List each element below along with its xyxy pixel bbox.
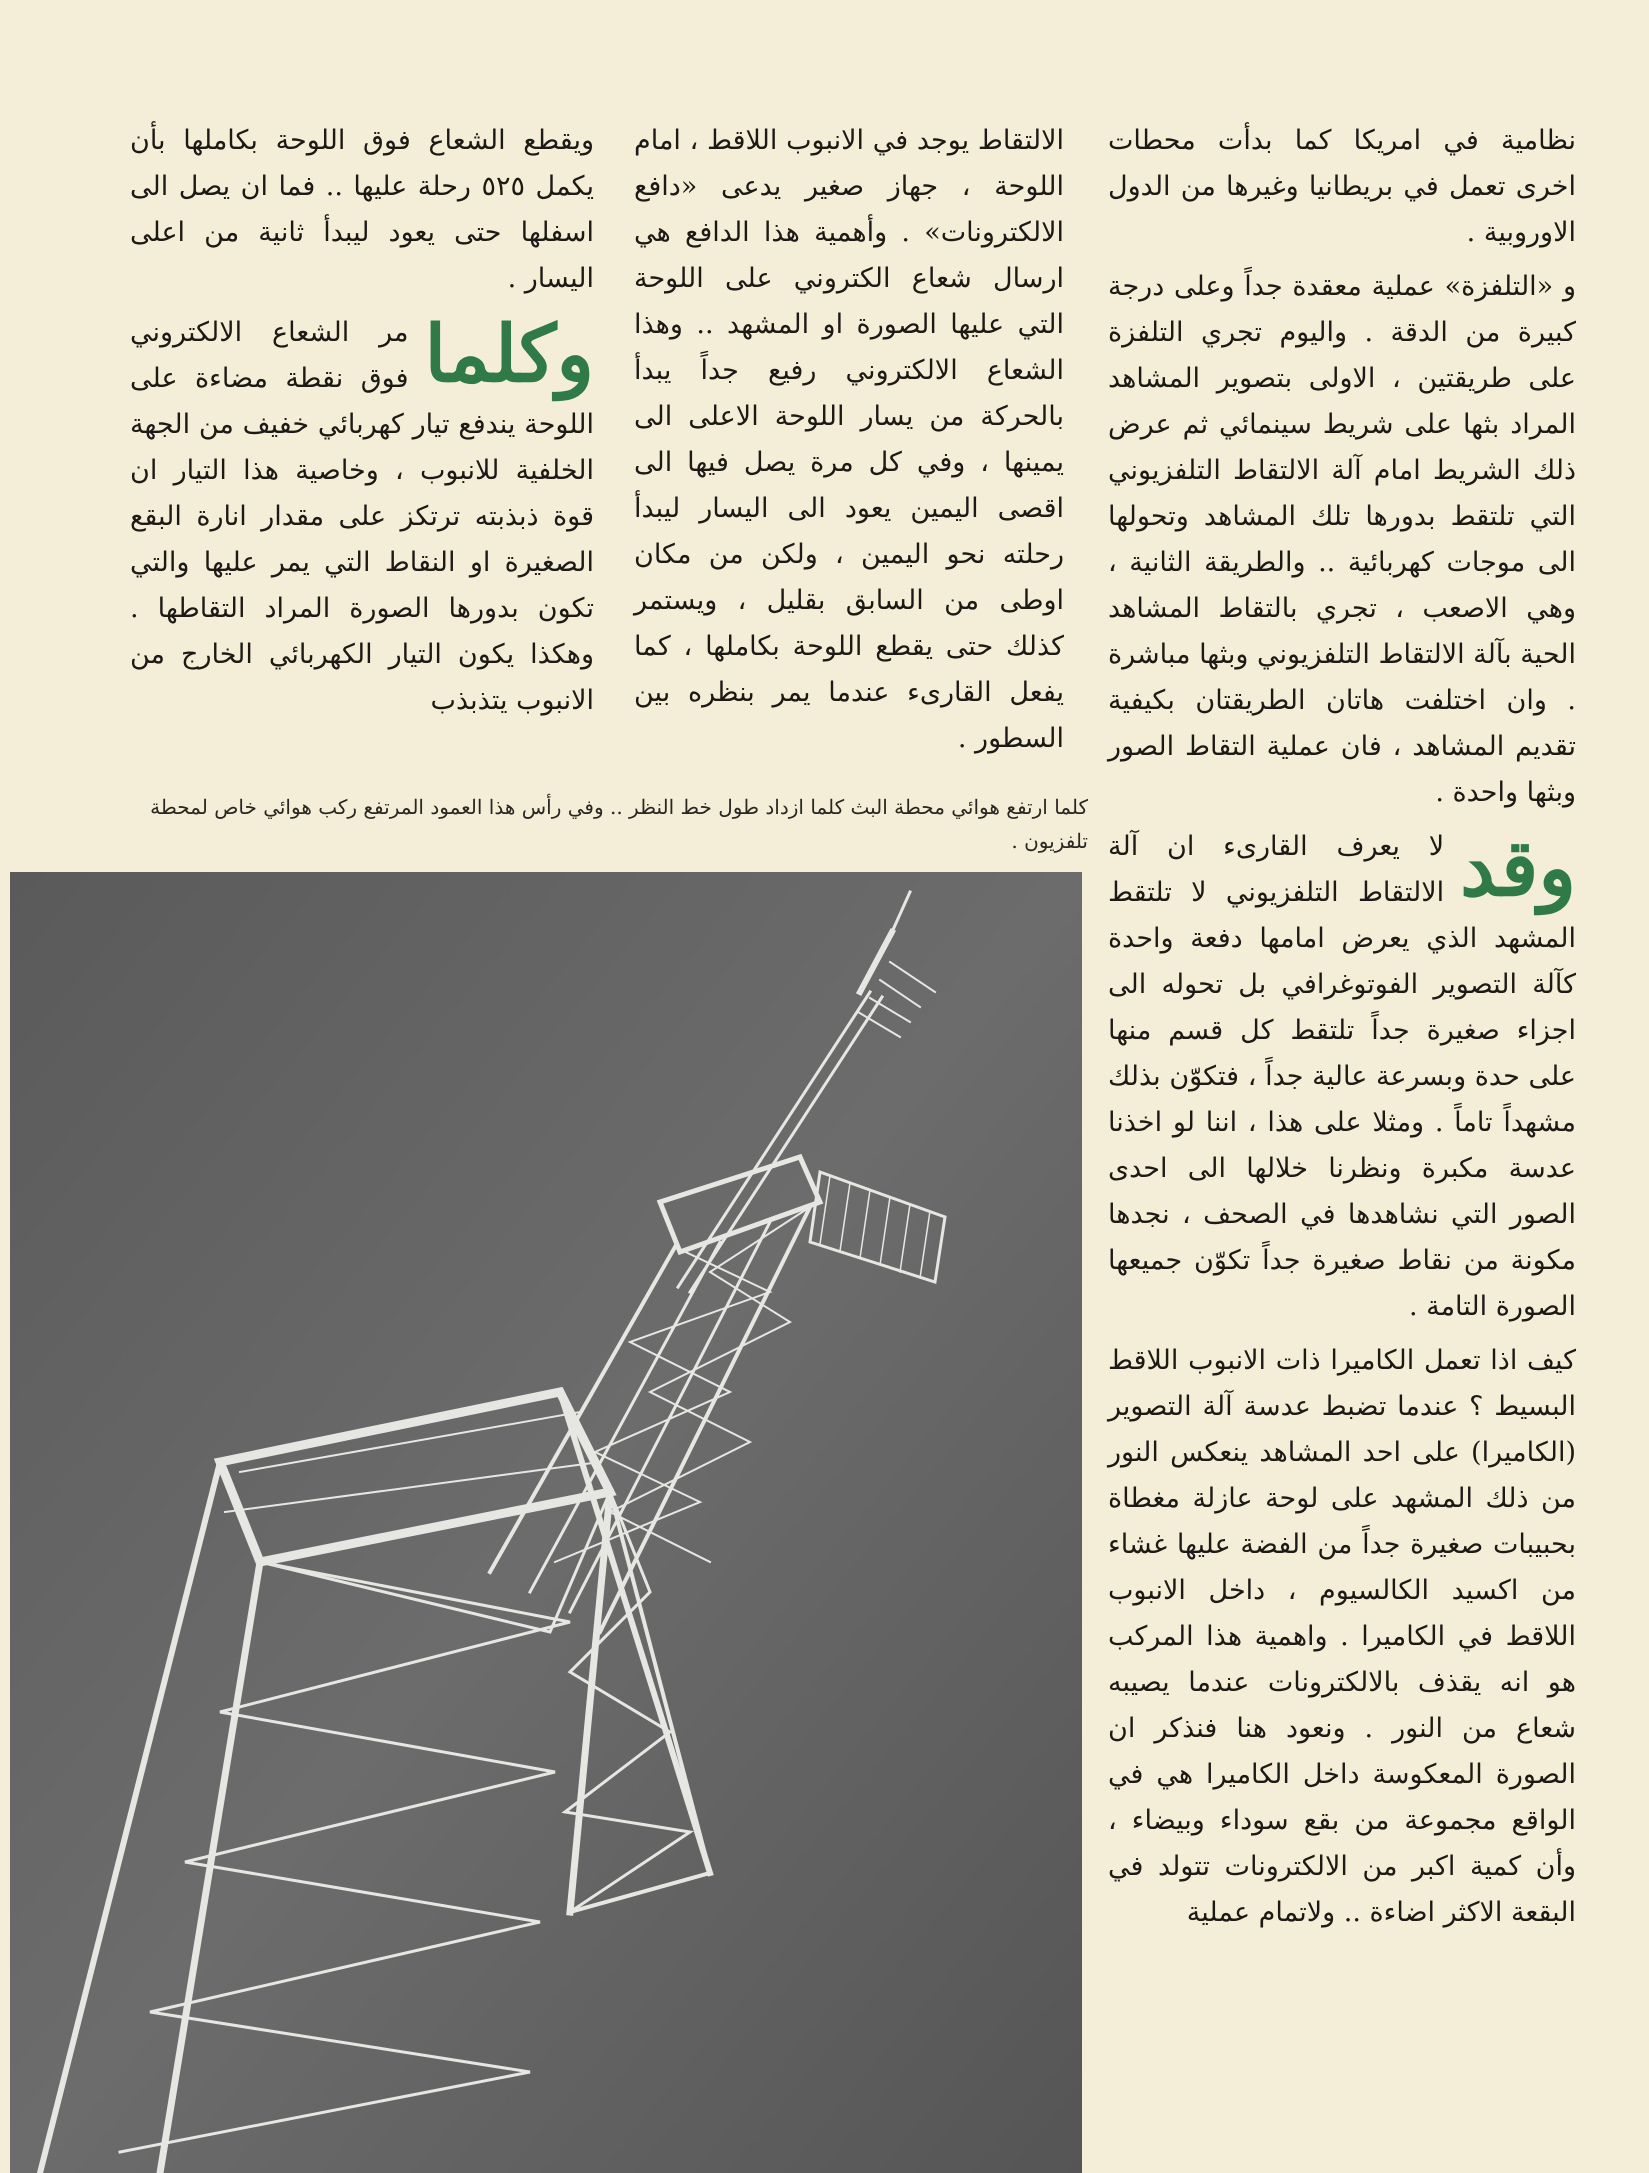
paragraph-text: مر الشعاع الالكتروني فوق نقطة مضاءة على اللوحة يندفع تيار كهربائي خفيف من الجهة الخلفية للانبوب ، وخاصية هذا التيار ان قوة ذبذبته ترتكز على مقدار انارة البقع الصغيرة او النقاط التي يمر عليها والتي تكون بدورها الصورة المراد التقاطها . وهكذا يكون التيار الكهربائي الخارج من الانبوب يتذبذب [130,317,594,716]
paragraph: الالتقاط يوجد في الانبوب اللاقط ، امام اللوحة ، جهاز صغير يدعى «دافع الالكترونات» . وأهمية هذا الدافع هي ارسال شعاع الكتروني على اللوحة التي عليها الصورة او المشهد .. وهذا الشعاع الالكتروني رفيع جداً يبدأ بالحركة من يسار اللوحة الاعلى الى يمينها ، وفي كل مرة يصل فيها الى اقصى اليمين يعود الى اليسار ليبدأ رحلته نحو اليمين ، ولكن من مكان اوطى من السابق بقليل ، ويستمر كذلك حتى يقطع اللوحة بكاملها ، كما يفعل القارىء عندما يمر بنظره بين السطور . [634,125,1064,754]
paragraph-with-dropcap [130,310,594,724]
paragraph-text: لا يعرف القارىء ان آلة الالتقاط التلفزيوني لا تلتقط المشهد الذي يعرض امامها دفعة واحدة كآلة التصوير الفوتوغرافي بل تحوله الى اجزاء صغيرة جداً تلتقط كل قسم منها على حدة وبسرعة عالية جداً ، فتكوّن بذلك مشهداً تاماً . ومثلا على هذا ، اننا لو اخذنا عدسة مكبرة ونظرنا خلالها الى احدى الصور التي نشاهدها في الصحف ، نجدها مكونة من نقاط صغيرة جداً تكوّن جميعها الصورة التامة . [1108,831,1576,1322]
article-column-left [130,118,594,724]
paragraph: كيف اذا تعمل الكاميرا ذات الانبوب اللاقط البسيط ؟ عندما تضبط عدسة آلة التصوير (الكاميرا) على احد المشاهد ينعكس النور من ذلك المشهد على لوحة عازلة مغطاة بحبيبات صغيرة جداً من الفضة عليها غشاء من اكسيد الكالسيوم ، داخل الانبوب اللاقط في الكاميرا . واهمية هذا المركب هو انه يقذف بالالكترونات عندما يصيبه شعاع من النور . ونعود هنا فنذكر ان الصورة المعكوسة داخل الكاميرا هي في الواقع مجموعة من بقع سوداء وبيضاء ، وأن كمية اكبر من الالكترونات تتولد في البقعة الاكثر اضاءة .. ولاتمام عملية [1108,1345,1576,1928]
article-column-right [1108,118,1576,1936]
photo-caption: كلما ارتفع هوائي محطة البث كلما ازداد طول خط النظر .. وفي رأس هذا العمود المرتفع ركب هوائي خاص لمحطة تلفزيون . [150,795,1088,853]
dropcap: وكلما [424,309,594,400]
dropcap: وقد [1460,823,1576,914]
antenna-tower-photo [10,872,1082,2173]
paragraph: نظامية في امريكا كما بدأت محطات اخرى تعمل في بريطانيا وغيرها من الدول الاوروبية . [1108,125,1576,248]
paragraph-with-dropcap [1108,824,1576,1330]
paragraph: ويقطع الشعاع فوق اللوحة بكاملها بأن يكمل ٥٢٥ رحلة عليها .. فما ان يصل الى اسفلها حتى يعود ليبدأ ثانية من اعلى اليسار . [130,125,594,294]
article-column-middle [634,118,1064,762]
paragraph: و «التلفزة» عملية معقدة جداً وعلى درجة كبيرة من الدقة . واليوم تجري التلفزة على طريقتين ، الاولى بتصوير المشاهد المراد بثها على شريط سينمائي ثم عرض ذلك الشريط امام آلة الالتقاط التلفزيوني التي تلتقط بدورها تلك المشاهد وتحولها الى موجات كهربائية .. والطريقة الثانية ، وهي الاصعب ، تجري بالتقاط المشاهد الحية بآلة الالتقاط التلفزيوني وبثها مباشرة . وان اختلفت هاتان الطريقتان بكيفية تقديم المشاهد ، فان عملية التقاط الصور وبثها واحدة . [1108,271,1576,808]
